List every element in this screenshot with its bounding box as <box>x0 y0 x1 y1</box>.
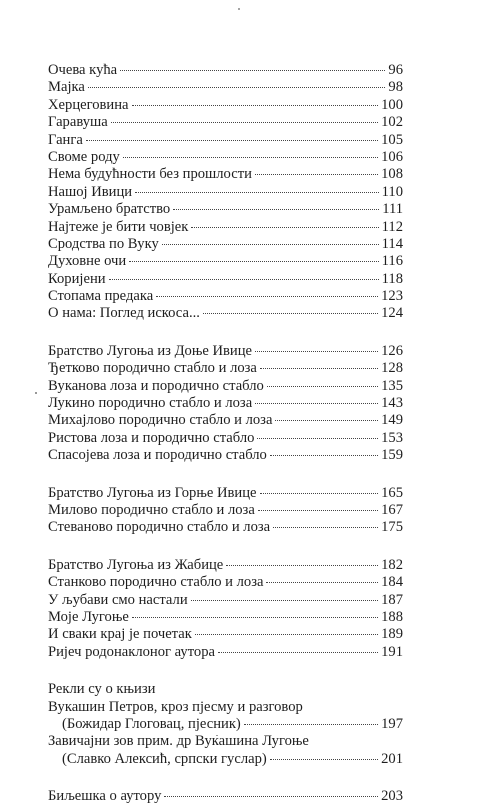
toc-entry <box>48 114 403 131</box>
toc-entry-page: 126 <box>381 342 403 359</box>
toc-entry <box>48 288 403 305</box>
toc-entry-title: Вуканова лоза и породично стабло <box>48 377 264 394</box>
speck-mark <box>35 392 37 394</box>
dot-leader <box>156 296 378 297</box>
toc-entry-title: У љубави смо настали <box>48 591 188 608</box>
toc-entry-title: Лукино породично стабло и лоза <box>48 395 253 412</box>
dot-leader <box>162 244 379 245</box>
toc-entry <box>48 97 403 114</box>
toc-entry-page: 105 <box>381 131 403 148</box>
toc-entry-page: 108 <box>381 166 403 183</box>
toc-section <box>48 62 403 323</box>
dot-leader <box>226 565 378 566</box>
toc-entry-page: 100 <box>381 96 403 113</box>
toc-entry-page: 153 <box>381 429 403 446</box>
toc-entry-title: Нема будућности без прошлости <box>48 166 252 183</box>
dot-leader <box>273 527 378 528</box>
toc-entry-page: 182 <box>381 556 403 573</box>
dot-leader <box>109 279 379 280</box>
toc-entry <box>48 574 403 591</box>
dot-leader <box>255 351 378 352</box>
toc-entry-page: 98 <box>388 79 403 96</box>
toc-entry <box>48 430 403 447</box>
dot-leader <box>275 420 378 421</box>
toc-entry <box>48 626 403 643</box>
toc-entry-title: Братство Лугоња из Доње Ивице <box>48 342 253 359</box>
toc-entry <box>48 271 403 288</box>
toc-entry-title: Братство Лугоња из Горње Ивице <box>48 484 257 501</box>
toc-section <box>48 485 403 537</box>
toc-entry-title: Најтеже је бити човјек <box>48 218 189 235</box>
toc-entry-title: И сваки крај је почетак <box>48 626 192 643</box>
toc-entry-title: Моје Лугоње <box>48 608 129 625</box>
toc-section <box>48 681 403 768</box>
dot-leader <box>129 261 378 262</box>
toc-entry <box>48 343 403 360</box>
toc-entry-title: Станково породично стабло и лоза <box>48 574 264 591</box>
toc-entry-page: 102 <box>381 114 403 131</box>
toc-entry-page: 184 <box>381 574 403 591</box>
toc-entry <box>48 447 403 464</box>
toc-entry-title: Херцеговина <box>48 96 129 113</box>
toc-entry <box>48 733 403 750</box>
toc-entry-page: 135 <box>381 377 403 394</box>
toc-entry-page: 165 <box>381 484 403 501</box>
toc-entry <box>48 79 403 96</box>
toc-entry <box>48 485 403 502</box>
dot-leader <box>260 368 378 369</box>
dot-leader <box>191 227 378 228</box>
dot-leader <box>120 70 385 71</box>
toc-entry <box>48 201 403 218</box>
toc-entry-title: Очева кућа <box>48 62 118 78</box>
toc-entry <box>48 305 403 322</box>
dot-leader <box>135 192 379 193</box>
dot-leader <box>173 209 379 210</box>
table-of-contents <box>48 62 403 805</box>
dot-leader <box>191 600 378 601</box>
toc-entry-page: 123 <box>381 288 403 305</box>
toc-entry <box>48 681 403 698</box>
dot-leader <box>86 140 378 141</box>
toc-entry-page: 189 <box>381 626 403 643</box>
toc-entry <box>48 132 403 149</box>
toc-entry-page: 96 <box>388 62 403 78</box>
toc-entry-title: Сродства по Вуку <box>48 235 159 252</box>
toc-entry-page: 110 <box>381 183 403 200</box>
toc-entry-title: Мајка <box>48 79 85 96</box>
toc-entry-page: 143 <box>381 395 403 412</box>
toc-entry-title: Рекли су о књизи <box>48 681 156 698</box>
toc-entry-title: Урамљено братство <box>48 201 171 218</box>
toc-entry-title: Ристова лоза и породично стабло <box>48 429 255 446</box>
toc-entry-page: 191 <box>381 643 403 660</box>
toc-entry <box>48 253 403 270</box>
toc-entry-title: Ђетково породично стабло и лоза <box>48 360 257 377</box>
dot-leader <box>195 634 378 635</box>
toc-entry-page: 167 <box>381 501 403 518</box>
toc-entry <box>48 557 403 574</box>
toc-entry-page: 203 <box>381 788 403 805</box>
dot-leader <box>203 313 378 314</box>
dot-leader <box>270 759 378 760</box>
toc-entry <box>48 219 403 236</box>
toc-entry <box>48 716 403 733</box>
toc-entry <box>48 592 403 609</box>
toc-entry-title: О нама: Поглед искоса... <box>48 305 200 322</box>
toc-entry-title: Михајлово породично стабло и лоза <box>48 412 273 429</box>
toc-entry-title: Стеваново породично стабло и лоза <box>48 519 271 536</box>
toc-entry-page: 116 <box>381 253 403 270</box>
dot-leader <box>255 403 378 404</box>
toc-entry <box>48 395 403 412</box>
toc-entry <box>48 699 403 716</box>
toc-entry <box>48 751 403 768</box>
toc-entry-title: Своме роду <box>48 148 120 165</box>
dot-leader <box>244 724 378 725</box>
dot-leader <box>123 157 378 158</box>
toc-entry-page: 175 <box>381 519 403 536</box>
toc-entry-title: Стопама предака <box>48 288 154 305</box>
dot-leader <box>88 87 386 88</box>
toc-entry-title: Коријени <box>48 270 106 287</box>
dot-leader <box>257 438 378 439</box>
toc-entry-title: Гаравуша <box>48 114 108 131</box>
dot-leader <box>258 510 378 511</box>
toc-section <box>48 343 403 465</box>
dot-leader <box>267 386 378 387</box>
toc-entry-title: (Славко Алексић, српски гуслар) <box>62 750 267 767</box>
toc-entry-title: Вукашин Петров, кроз пјесму и разговор <box>48 698 303 715</box>
toc-entry-title: Милово породично стабло и лоза <box>48 501 255 518</box>
toc-entry-title: Ганга <box>48 131 83 148</box>
toc-entry-title: Завичајни зов прим. др Вукашина Лугоње <box>48 733 309 750</box>
toc-entry-title: Биљешка о аутору <box>48 788 162 805</box>
toc-entry <box>48 184 403 201</box>
toc-entry-page: 159 <box>381 447 403 464</box>
toc-entry-page: 118 <box>381 270 403 287</box>
toc-entry-page: 114 <box>381 235 403 252</box>
toc-section <box>48 788 403 805</box>
toc-entry <box>48 644 403 661</box>
toc-entry <box>48 360 403 377</box>
toc-entry <box>48 378 403 395</box>
toc-entry-page: 112 <box>381 218 403 235</box>
toc-entry <box>48 412 403 429</box>
toc-entry-page: 128 <box>381 360 403 377</box>
toc-entry-title: Духовне очи <box>48 253 127 270</box>
dot-leader <box>255 174 378 175</box>
toc-entry <box>48 62 403 79</box>
dot-leader <box>132 617 378 618</box>
toc-entry-page: 111 <box>382 201 403 218</box>
dot-leader <box>218 652 378 653</box>
toc-entry-title: Спасојева лоза и породично стабло <box>48 447 267 464</box>
toc-entry-title: Нашој Ивици <box>48 183 133 200</box>
dot-leader <box>111 122 378 123</box>
toc-entry-title: (Божидар Глоговац, пјесник) <box>62 715 241 732</box>
dot-leader <box>132 105 379 106</box>
dot-leader <box>270 455 378 456</box>
toc-entry-page: 197 <box>381 715 403 732</box>
toc-entry-page: 124 <box>381 305 403 322</box>
toc-entry-title: Ријеч родонаклоног аутора <box>48 643 215 660</box>
dot-leader <box>164 796 378 797</box>
toc-entry-title: Братство Лугоња из Жабице <box>48 556 224 573</box>
toc-entry <box>48 519 403 536</box>
toc-entry-page: 201 <box>381 750 403 767</box>
toc-section <box>48 557 403 661</box>
toc-entry <box>48 502 403 519</box>
toc-entry-page: 188 <box>381 608 403 625</box>
toc-entry-page: 187 <box>381 591 403 608</box>
toc-entry-page: 106 <box>381 148 403 165</box>
dot-leader <box>260 493 379 494</box>
toc-entry <box>48 149 403 166</box>
dot-leader <box>266 582 378 583</box>
toc-entry-page: 149 <box>381 412 403 429</box>
toc-entry <box>48 236 403 253</box>
speck-mark <box>238 8 240 10</box>
toc-entry <box>48 166 403 183</box>
toc-entry <box>48 788 403 805</box>
toc-entry <box>48 609 403 626</box>
